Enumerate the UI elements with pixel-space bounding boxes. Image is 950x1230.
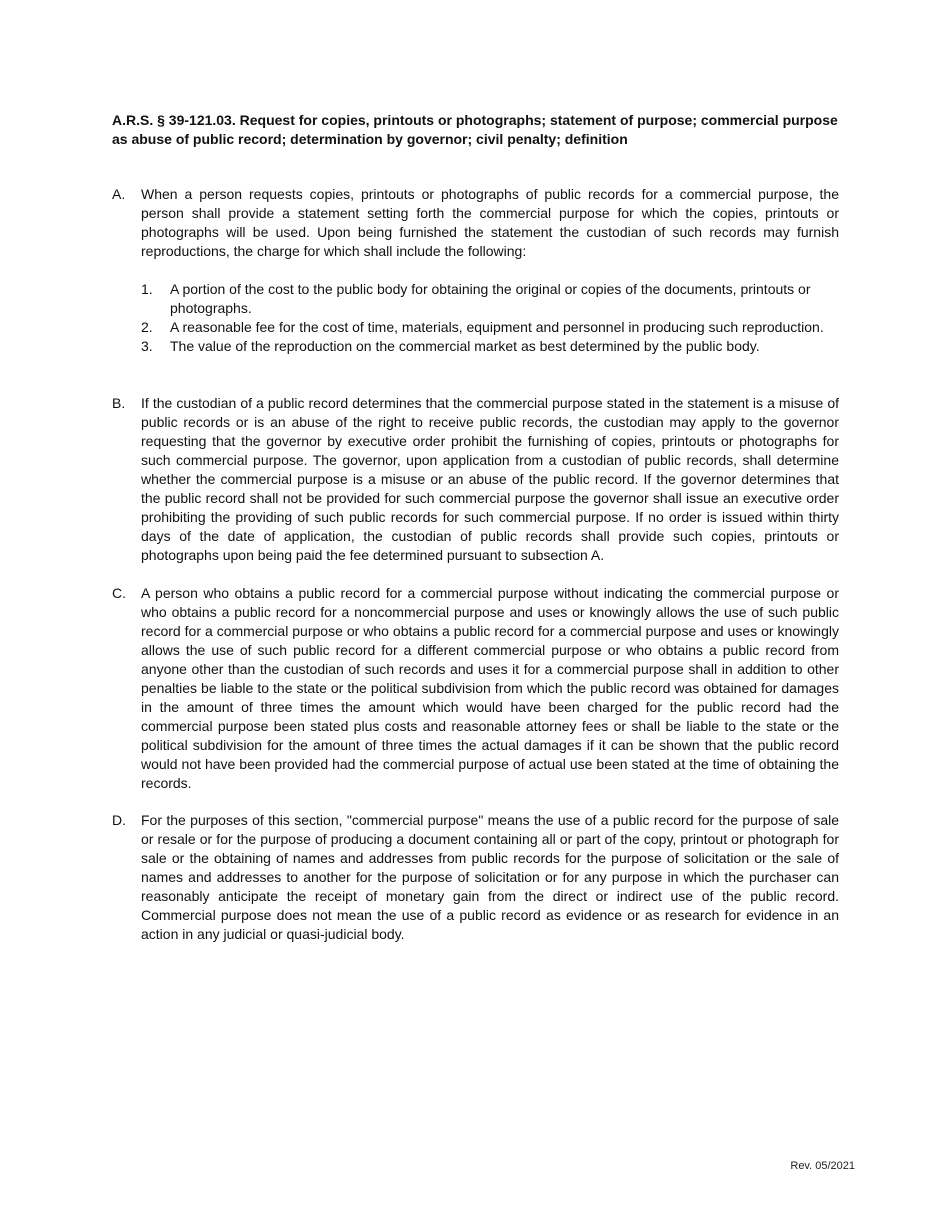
section-d [112,811,839,944]
list-item-text: The value of the reproduction on the commercial market as best determined by the public body. [170,338,760,354]
section-label: A. [112,186,126,202]
list-item-number: 2. [141,319,153,335]
section-b [112,394,839,565]
list-item [141,337,839,356]
revision-date: Rev. 05/2021 [790,1160,855,1172]
list-item-text: A portion of the cost to the public body for obtaining the original or copies of the documents, printouts or photographs. [170,281,811,316]
section-label: C. [112,585,126,601]
section-text: When a person requests copies, printouts or photographs of public records for a commercial purpose, the person shall provide a statement setting forth the commercial purpose for which the copies, printouts or photographs will be used. Upon being furnished the statement the custodian of such records may furnish reproductions, the charge for which shall include the following: [141,186,839,259]
list-item [141,318,839,337]
section-a [112,185,839,356]
section-c [112,584,839,793]
section-label: D. [112,812,126,828]
statute-title: A.R.S. § 39-121.03. Request for copies, printouts or photographs; statement of purpose; commercial purpose as abuse of public record; determination by governor; civil penalty; definition [112,112,838,147]
list-item-text: A reasonable fee for the cost of time, materials, equipment and personnel in producing such reproduction. [170,319,824,335]
list-item [141,280,839,318]
list-item-number: 1. [141,281,153,297]
list-item-number: 3. [141,338,153,354]
section-label: B. [112,395,126,411]
section-text: A person who obtains a public record for a commercial purpose without indicating the commercial purpose or who obtains a public record for a noncommercial purpose and uses or knowingly allows the use of such public record for a commercial purpose or who obtains a public record for a commercial purpose and uses or knowingly allows the use of such public record for a different commercial purpose or who obtains a public record from anyone other than the custodian of such records and uses it for a commercial purpose shall in addition to other penalties be liable to the state or the political subdivision from which the public record was obtained for damages in the amount of three times the amount which would have been charged for the public record had the commercial purpose been stated plus costs and reasonable attorney fees or shall be liable to the state or the political subdivision for the amount of three times the actual damages if it can be shown that the public record would not have been provided had the commercial purpose of actual use been stated at the time of obtaining the records. [141,585,839,791]
section-text: If the custodian of a public record determines that the commercial purpose stated in the statement is a misuse of public records or is an abuse of the right to receive public records, the custodian may apply to the governor requesting that the governor by executive order prohibit the furnishing of copies, printouts or photographs for such commercial purpose. The governor, upon application from a custodian of public records, shall determine whether the commercial purpose is a misuse or an abuse of the public record. If the governor determines that the public record shall not be provided for such commercial purpose the governor shall issue an executive order prohibiting the providing of such public records for such commercial purpose. If no order is issued within thirty days of the date of application, the custodian of public records shall provide such copies, printouts or photographs upon being paid the fee determined pursuant to subsection A. [141,395,839,563]
section-text: For the purposes of this section, "commercial purpose" means the use of a public record for the purpose of sale or resale or for the purpose of producing a document containing all or part of the copy, printout or photograph for sale or the obtaining of names and addresses from public records for the purpose of solicitation or the sale of names and addresses to another for the purpose of solicitation or for any purpose in which the purchaser can reasonably anticipate the receipt of monetary gain from the direct or indirect use of the public record. Commercial purpose does not mean the use of a public record as evidence or as research for evidence in an action in any judicial or quasi-judicial body. [141,812,839,942]
charge-list [141,280,839,356]
